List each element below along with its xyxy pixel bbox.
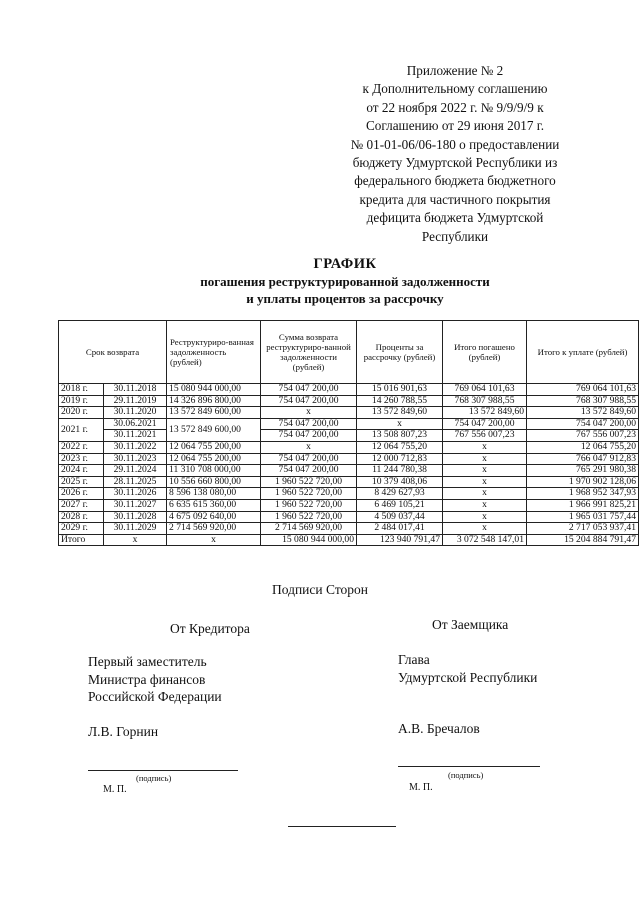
bottom-divider xyxy=(288,826,396,827)
cell-restructured: 8 596 138 080,00 xyxy=(167,488,261,500)
cell-repaid: x xyxy=(443,453,527,465)
table-row xyxy=(59,499,639,511)
borrower-signature-line xyxy=(398,766,540,767)
cell-repayment: 1 960 522 720,00 xyxy=(261,488,357,500)
cell-repayment: 2 714 569 920,00 xyxy=(261,523,357,535)
header-restructured: Реструктуриро-ванная задолженность (рублей) xyxy=(167,321,261,384)
borrower-position-line: Удмуртской Республики xyxy=(398,669,538,685)
title-subtitle-2: и уплаты процентов за рассрочку xyxy=(246,291,444,306)
cell-repaid: x xyxy=(443,523,527,535)
creditor-name: Л.В. Горнин xyxy=(88,724,159,739)
table-row xyxy=(59,407,639,419)
cell-total-due: 1 965 031 757,44 xyxy=(527,511,639,523)
cell-date: 30.11.2021 xyxy=(104,430,167,442)
cell-year: 2024 г. xyxy=(59,465,104,477)
cell-restructured: 13 572 849 600,00 xyxy=(167,407,261,419)
cell-restructured: 2 714 569 920,00 xyxy=(167,523,261,535)
cell-total-due: 754 047 200,00 xyxy=(527,418,639,430)
cell-date: 29.11.2019 xyxy=(104,395,167,407)
cell-repayment: 754 047 200,00 xyxy=(261,465,357,477)
cell-year: 2018 г. xyxy=(59,384,104,396)
cell-repayment: 1 960 522 720,00 xyxy=(261,511,357,523)
cell-repaid: 3 072 548 147,01 xyxy=(443,534,527,546)
cell-repaid: x xyxy=(443,441,527,453)
cell-restructured: 14 326 896 800,00 xyxy=(167,395,261,407)
table-row xyxy=(59,384,639,396)
cell-repaid: x xyxy=(443,499,527,511)
creditor-position-line: Российской Федерации xyxy=(88,689,222,704)
appendix-line: Приложение № 2 xyxy=(406,63,504,78)
cell-date: 30.11.2020 xyxy=(104,407,167,419)
cell-restructured: x xyxy=(167,534,261,546)
cell-interest: 11 244 780,38 xyxy=(357,465,443,477)
appendix-line: к Дополнительному соглашению xyxy=(362,81,548,97)
appendix-line: № 01-01-06/06-180 о предоставлении xyxy=(350,136,560,152)
cell-restructured: 13 572 849 600,00 xyxy=(167,418,261,441)
cell-repaid: 767 556 007,23 xyxy=(443,430,527,442)
cell-repaid: x xyxy=(443,476,527,488)
cell-year: 2027 г. xyxy=(59,499,104,511)
cell-date: 30.11.2018 xyxy=(104,384,167,396)
cell-repayment: x xyxy=(261,407,357,419)
cell-date: 30.11.2027 xyxy=(104,499,167,511)
cell-repaid: 769 064 101,63 xyxy=(443,384,527,396)
cell-total-due: 1 966 991 825,21 xyxy=(527,499,639,511)
creditor-signature-caption: (подпись) xyxy=(136,773,172,783)
cell-restructured: 12 064 755 200,00 xyxy=(167,441,261,453)
borrower-position xyxy=(398,651,537,686)
cell-total-label: Итого xyxy=(59,534,104,546)
cell-year: 2025 г. xyxy=(59,476,104,488)
cell-interest: 13 572 849,60 xyxy=(357,407,443,419)
cell-date: 30.06.2021 xyxy=(104,418,167,430)
cell-total-due: 1 968 952 347,93 xyxy=(527,488,639,500)
cell-repaid: 768 307 988,55 xyxy=(443,395,527,407)
cell-year: 2020 г. xyxy=(59,407,104,419)
cell-repaid: x xyxy=(443,488,527,500)
table-row xyxy=(59,476,639,488)
cell-repayment: 754 047 200,00 xyxy=(261,395,357,407)
cell-restructured: 4 675 092 640,00 xyxy=(167,511,261,523)
cell-interest: 12 064 755,20 xyxy=(357,441,443,453)
header-total-due: Итого к уплате (рублей) xyxy=(527,321,639,384)
cell-interest: 12 000 712,83 xyxy=(357,453,443,465)
cell-total-due: 15 204 884 791,47 xyxy=(527,534,639,546)
cell-year: 2028 г. xyxy=(59,511,104,523)
cell-interest: 123 940 791,47 xyxy=(357,534,443,546)
cell-repayment: 1 960 522 720,00 xyxy=(261,499,357,511)
cell-repaid: 754 047 200,00 xyxy=(443,418,527,430)
header-repaid: Итого погашено (рублей) xyxy=(443,321,527,384)
cell-year: 2019 г. xyxy=(59,395,104,407)
cell-repayment: 754 047 200,00 xyxy=(261,384,357,396)
table-row xyxy=(59,465,639,477)
cell-repaid: 13 572 849,60 xyxy=(443,407,527,419)
cell-repayment: 15 080 944 000,00 xyxy=(261,534,357,546)
creditor-position-line: Первый заместитель xyxy=(88,654,207,669)
creditor-seal-mark: М. П. xyxy=(103,784,127,795)
creditor-position-line: Министра финансов xyxy=(88,671,206,687)
title-subtitle-1: погашения реструктурированной задолженности xyxy=(200,274,490,289)
cell-restructured: 11 310 708 000,00 xyxy=(167,465,261,477)
table-row xyxy=(59,418,639,430)
cell-repayment: 754 047 200,00 xyxy=(261,430,357,442)
cell-repaid: x xyxy=(443,465,527,477)
cell-date: 30.11.2022 xyxy=(104,441,167,453)
repayment-schedule-table xyxy=(58,320,639,546)
borrower-heading: От Заемщика xyxy=(432,617,509,632)
cell-year: 2029 г. xyxy=(59,523,104,535)
cell-restructured: 10 556 660 800,00 xyxy=(167,476,261,488)
cell-repayment: 754 047 200,00 xyxy=(261,453,357,465)
borrower-position-line: Глава xyxy=(398,652,430,667)
borrower-seal-mark: М. П. xyxy=(409,782,433,793)
cell-date: 30.11.2028 xyxy=(104,511,167,523)
borrower-name: А.В. Бречалов xyxy=(398,721,480,736)
cell-total-due: 768 307 988,55 xyxy=(527,395,639,407)
cell-date: 30.11.2023 xyxy=(104,453,167,465)
cell-restructured: 12 064 755 200,00 xyxy=(167,453,261,465)
appendix-header xyxy=(330,62,580,246)
creditor-signature-line xyxy=(88,770,238,771)
cell-year: 2023 г. xyxy=(59,453,104,465)
cell-interest: 2 484 017,41 xyxy=(357,523,443,535)
header-interest: Проценты за рассрочку (рублей) xyxy=(357,321,443,384)
cell-restructured: 6 635 615 360,00 xyxy=(167,499,261,511)
cell-date: 30.11.2029 xyxy=(104,523,167,535)
table-row xyxy=(59,441,639,453)
creditor-position xyxy=(88,653,222,706)
cell-date: x xyxy=(104,534,167,546)
cell-interest: 6 469 105,21 xyxy=(357,499,443,511)
signatures-title: Подписи Сторон xyxy=(271,582,369,597)
table-row xyxy=(59,395,639,407)
cell-total-due: 2 717 053 937,41 xyxy=(527,523,639,535)
table-row xyxy=(59,523,639,535)
cell-interest: 14 260 788,55 xyxy=(357,395,443,407)
header-term: Срок возврата xyxy=(59,321,167,384)
appendix-line: Соглашению от 29 июня 2017 г. xyxy=(365,118,545,134)
appendix-line: дефицита бюджета Удмуртской xyxy=(366,210,544,226)
cell-total-due: 765 291 980,38 xyxy=(527,465,639,477)
appendix-line: Республики xyxy=(421,228,489,244)
cell-repayment: 1 960 522 720,00 xyxy=(261,476,357,488)
cell-interest: 13 508 807,23 xyxy=(357,430,443,442)
cell-repayment: 754 047 200,00 xyxy=(261,418,357,430)
cell-repayment: x xyxy=(261,441,357,453)
cell-total-due: 13 572 849,60 xyxy=(527,407,639,419)
cell-year: 2026 г. xyxy=(59,488,104,500)
appendix-line: бюджету Удмуртской Республики из xyxy=(352,155,558,171)
appendix-line: федерального бюджета бюджетного xyxy=(354,173,556,189)
title-main: ГРАФИК xyxy=(313,256,377,272)
borrower-signature-caption: (подпись) xyxy=(448,770,484,780)
cell-date: 30.11.2026 xyxy=(104,488,167,500)
table-row xyxy=(59,430,639,442)
document-title xyxy=(60,255,630,307)
cell-interest: 8 429 627,93 xyxy=(357,488,443,500)
cell-interest: x xyxy=(357,418,443,430)
creditor-heading: От Кредитора xyxy=(170,621,250,636)
cell-interest: 15 016 901,63 xyxy=(357,384,443,396)
cell-date: 29.11.2024 xyxy=(104,465,167,477)
cell-total-due: 769 064 101,63 xyxy=(527,384,639,396)
cell-total-due: 767 556 007,23 xyxy=(527,430,639,442)
table-row xyxy=(59,453,639,465)
cell-interest: 10 379 408,06 xyxy=(357,476,443,488)
table-total-row xyxy=(59,534,639,546)
cell-year: 2022 г. xyxy=(59,441,104,453)
cell-restructured: 15 080 944 000,00 xyxy=(167,384,261,396)
cell-repaid: x xyxy=(443,511,527,523)
appendix-line: от 22 ноября 2022 г. № 9/9/9/9 к xyxy=(366,99,544,115)
header-repayment: Сумма возврата реструктуриро-ванной задолженности (рублей) xyxy=(261,321,357,384)
cell-interest: 4 509 037,44 xyxy=(357,511,443,523)
cell-year: 2021 г. xyxy=(59,418,104,441)
table-row xyxy=(59,488,639,500)
cell-total-due: 766 047 912,83 xyxy=(527,453,639,465)
table-row xyxy=(59,511,639,523)
cell-total-due: 1 970 902 128,06 xyxy=(527,476,639,488)
table-header-row xyxy=(59,321,639,384)
appendix-line: кредита для частичного покрытия xyxy=(359,191,551,207)
cell-date: 28.11.2025 xyxy=(104,476,167,488)
cell-total-due: 12 064 755,20 xyxy=(527,441,639,453)
